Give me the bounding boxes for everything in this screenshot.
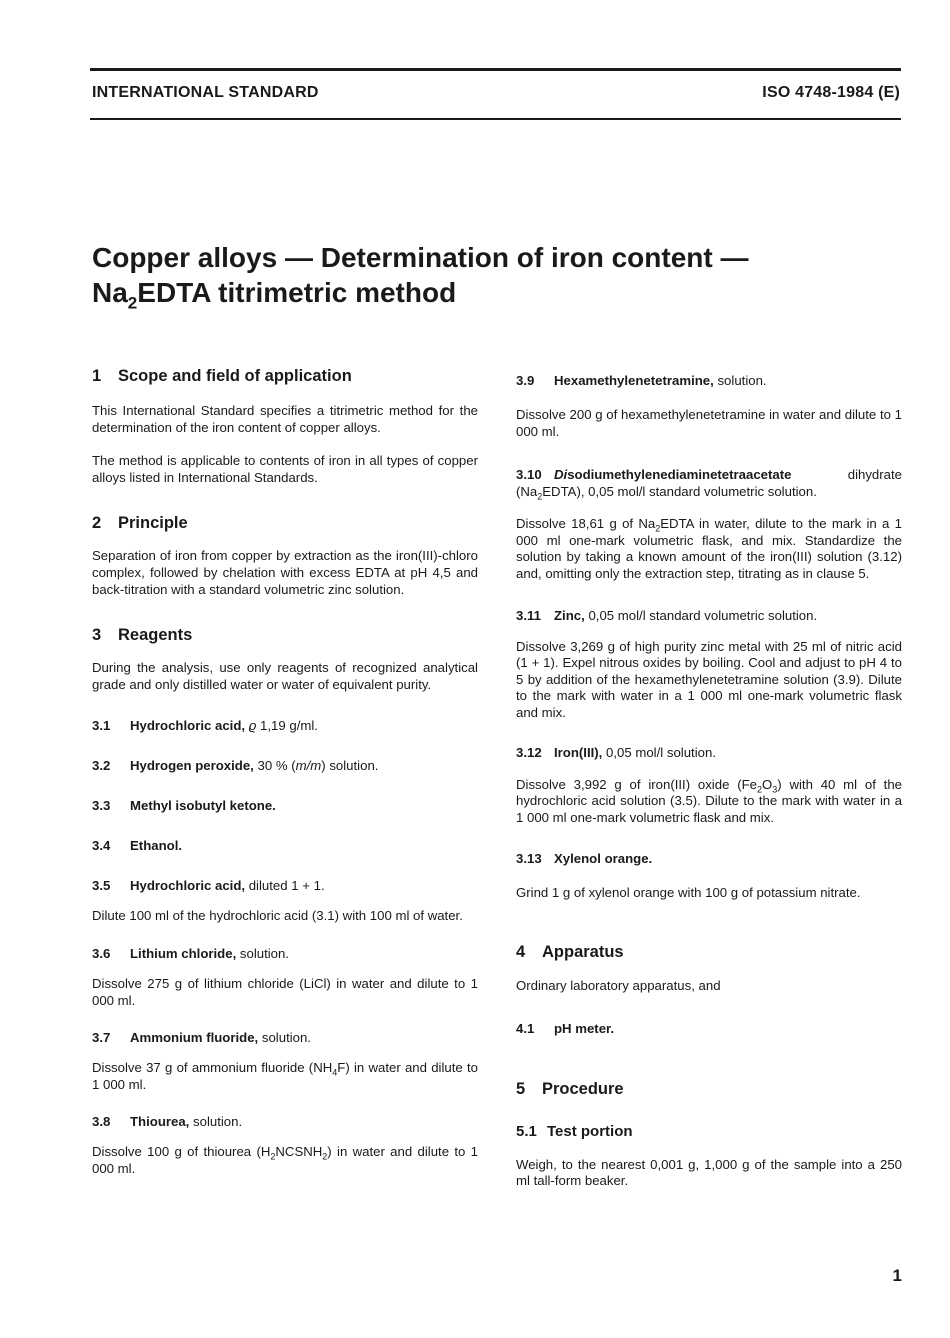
reagent-3-12-paragraph: Dissolve 3,992 g of iron(III) oxide $(Fe_2O_3)$ with 40 ml of the hydrochloric acid solution (3.5). Dilute to the mark with water in a 1 000 ml one-mark volumetric flask and mix. xyxy=(516,776,902,825)
reagent-3-6: 3.6 Lithium chloride, solution. xyxy=(92,945,290,961)
reagent-3-10-line-2: $(Na_2EDTA)$, 0,05 mol/l standard volumetric solution. xyxy=(516,484,817,502)
reagent-3-1: 3.1 Hydrochloric acid, ϱ 1,19 g/ml. xyxy=(92,718,318,734)
apparatus-4-1: 4.1 pH meter. xyxy=(516,1020,615,1036)
reagent-3-3: 3.3 Methyl isobutyl ketone. xyxy=(92,798,276,814)
section-3-heading: 3 Reagents xyxy=(92,626,193,645)
reagent-3-9-paragraph: Dissolve 200 g of hexamethylenetetramine in water and dilute to 1 000 ml. xyxy=(516,407,902,439)
section-4-paragraph: Ordinary laboratory apparatus, and xyxy=(516,977,721,993)
title-na: Na xyxy=(92,277,128,308)
reagent-3-4: 3.4 Ethanol. xyxy=(92,838,183,854)
reagent-3-7: 3.7 Ammonium fluoride, solution. xyxy=(92,1030,312,1046)
left-column xyxy=(92,366,478,1178)
header-rule-bottom xyxy=(90,118,901,120)
right-column xyxy=(516,366,902,1190)
header-rule-top xyxy=(90,68,901,71)
reagent-3-11-paragraph: Dissolve 3,269 g of high purity zinc metal with 25 ml of nitric acid (1 + 1). Expel nitrous oxides by boiling. Cool and adjust to pH 4 to 5 by addition of the hexamethylenetetramine solution (3.9). Dilute to the mark with water in a 1 000 ml one-mark volumetric flask and mix. xyxy=(516,638,902,720)
subsection-5-1-paragraph: Weigh, to the nearest 0,001 g, 1,000 g of the sample into a 250 ml tall-form beaker. xyxy=(516,1156,902,1189)
section-5-heading: 5 Procedure xyxy=(516,1079,624,1098)
section-1-paragraph-1: This International Standard specifies a titrimetric method for the determination of the iron content of copper alloys. xyxy=(92,403,478,435)
section-1-paragraph-2: The method is applicable to contents of iron in all types of copper alloys listed in International Standards. xyxy=(92,453,478,485)
reagent-3-10-line-1: 3.10 Disodiumethylenediaminetetraacetate dihydrate xyxy=(516,467,902,483)
reagent-3-8-paragraph: Dissolve 100 g of thiourea $(H_2NCSNH_2)$ in water and dilute to 1 000 ml. xyxy=(92,1144,479,1176)
section-2-heading: 2 Principle xyxy=(92,514,188,533)
section-3-paragraph: During the analysis, use only reagents of recognized analytical grade and only distilled water or water of equivalent purity. xyxy=(92,660,478,692)
reagent-3-12: 3.12 Iron(III), 0,05 mol/l solution. xyxy=(516,744,716,760)
reagent-3-10 xyxy=(516,466,902,500)
reagent-3-5: 3.5 Hydrochloric acid, diluted 1 + 1. xyxy=(92,878,325,894)
title-line-2 xyxy=(92,277,457,313)
page-number: 1 xyxy=(892,1266,902,1285)
title-edta: EDTA titrimetric method xyxy=(137,277,457,308)
title-subscript: 2 xyxy=(127,293,138,313)
section-2-paragraph: Separation of iron from copper by extraction as the iron(III)-chloro complex, followed by chelation with excess EDTA at pH 4,5 and back-titration with a standard volumetric zinc solution. xyxy=(92,548,478,597)
subsection-5-1-heading: 5.1 Test portion xyxy=(516,1122,633,1140)
section-4-heading: 4 Apparatus xyxy=(516,942,624,961)
reagent-3-10-paragraph: Dissolve 18,61 g of $Na_2EDTA$ in water, dilute to the mark in a 1 000 ml one-mark volumetric flask, and mix. Standardize the solution by taking a known amount of the iron(III) solution (3.12) and, omitting only the extraction step, titrating as in clause 5. xyxy=(516,516,903,581)
reagent-3-11: 3.11 Zinc, 0,05 mol/l standard volumetric solution. xyxy=(516,607,818,623)
standard-number: ISO 4748-1984 (E) xyxy=(762,84,900,101)
document-type: INTERNATIONAL STANDARD xyxy=(92,84,319,101)
reagent-3-6-paragraph: Dissolve 275 g of lithium chloride (LiCl) in water and dilute to 1 000 ml. xyxy=(92,975,478,1008)
reagent-3-8: 3.8 Thiourea, solution. xyxy=(92,1114,243,1130)
title-line-1: Copper alloys — Determination of iron content — xyxy=(92,242,749,273)
reagent-3-7-paragraph: Dissolve 37 g of ammonium fluoride $(NH_4F)$ in water and dilute to 1 000 ml. xyxy=(92,1060,478,1092)
reagent-3-13: 3.13 Xylenol orange. xyxy=(516,851,653,867)
rho-symbol: ϱ xyxy=(248,718,257,734)
reagent-3-5-paragraph: Dilute 100 ml of the hydrochloric acid (3.1) with 100 ml of water. xyxy=(92,908,463,924)
reagent-3-2: 3.2 Hydrogen peroxide, 30 % (m/m) solution. xyxy=(92,758,379,774)
reagent-3-13-paragraph: Grind 1 g of xylenol orange with 100 g of potassium nitrate. xyxy=(516,885,861,901)
page-title xyxy=(92,240,749,313)
reagent-3-9: 3.9 Hexamethylenetetramine, solution. xyxy=(516,373,767,388)
section-1-heading: 1 Scope and field of application xyxy=(92,367,352,385)
